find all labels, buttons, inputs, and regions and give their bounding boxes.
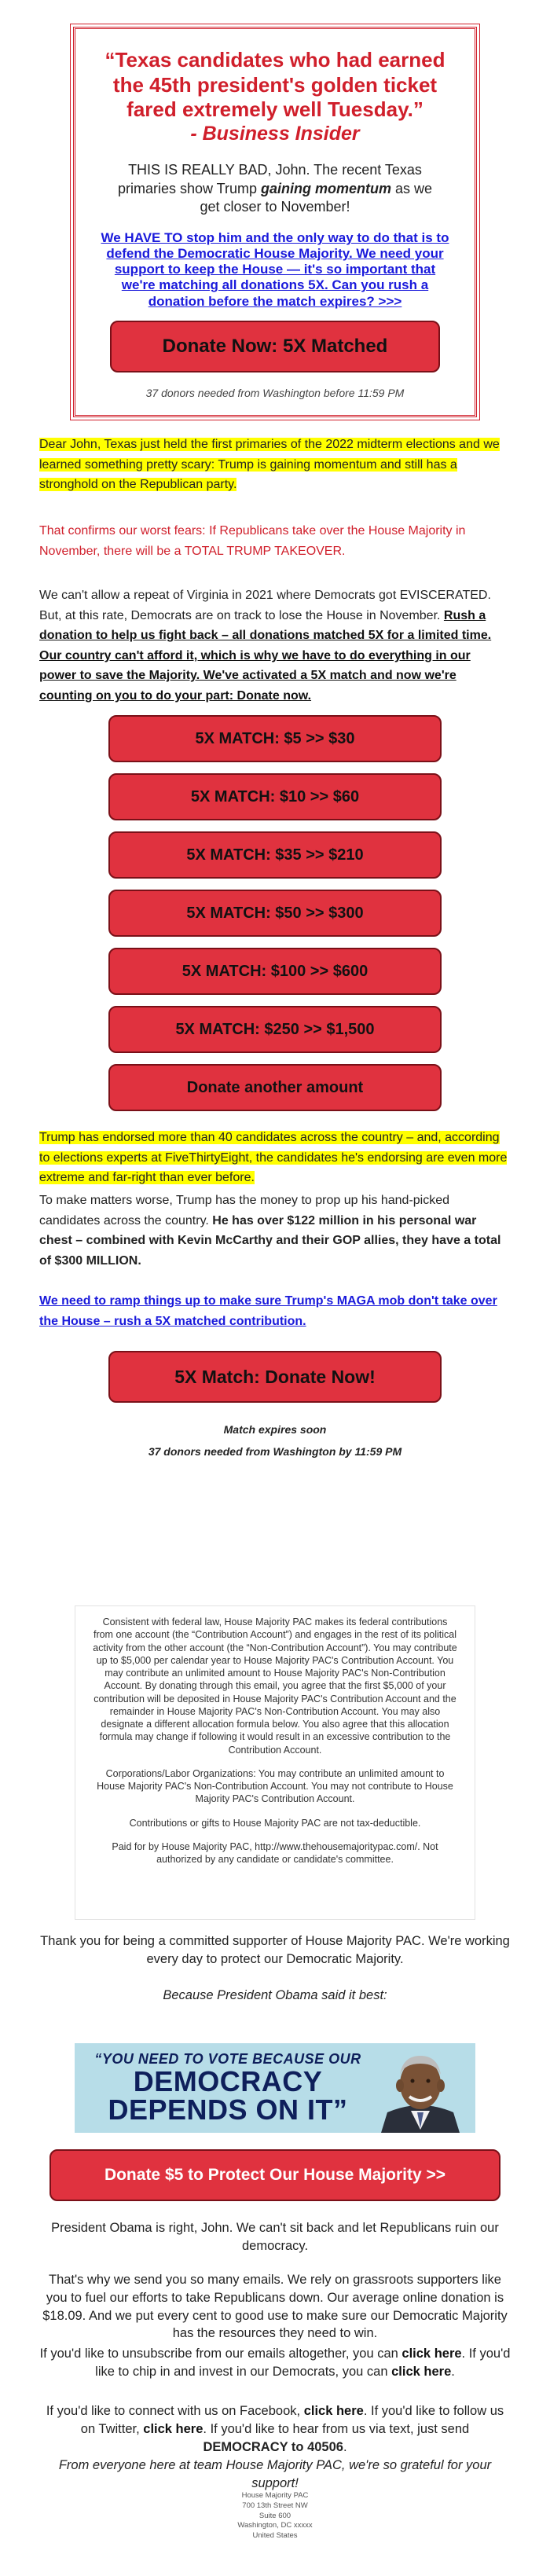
banner-big-text-2: DEPENDS ON IT” bbox=[108, 2093, 348, 2126]
footer-street: 700 13th Street NW bbox=[242, 2501, 308, 2510]
social-text-d: . bbox=[343, 2439, 347, 2454]
hero-quote: “Texas candidates who had earned the 45th president's golden ticket fared extremely well Tuesday.” bbox=[104, 48, 446, 122]
twitter-link[interactable]: click here bbox=[143, 2421, 204, 2436]
intro-paragraph-2: That confirms our worst fears: If Republicans take over the House Majority in November, there will be a TOTAL TRUMP TAKEOVER. bbox=[39, 524, 466, 558]
footer-org: House Majority PAC bbox=[241, 2491, 309, 2500]
obama-quote-banner bbox=[75, 2043, 475, 2133]
social-text-c: . If you'd like to hear from us via text, just send bbox=[203, 2421, 470, 2436]
intro-paragraph-1 bbox=[39, 435, 511, 495]
banner-text bbox=[90, 2051, 365, 2124]
hero-donate-link[interactable]: We HAVE TO stop him and the only way to do that is to defend the Democratic House Majority. We need your support to keep the House — it's so important that we're matching all donations 5X. Can you rush a donation before the match expires? >>> bbox=[101, 230, 449, 309]
match-250-button[interactable]: 5X MATCH: $250 >> $1,500 bbox=[108, 1006, 442, 1053]
endorse-highlight: Trump has endorsed more than 40 candidates across the country – and, according to elections experts at FiveThirtyEight, the candidates he's endorsing are even more extreme and far-right than ever before. bbox=[39, 1131, 508, 1185]
intro-highlight: Dear John, Texas just held the first primaries of the 2022 midterm elections and we learned something pretty scary: Trump is gaining momentum and still has a stronghold on the Republican party. bbox=[39, 438, 500, 492]
trump-endorse-paragraph bbox=[39, 1128, 511, 1188]
hero-donors-note: 37 donors needed from Washington before 11:59 PM bbox=[145, 387, 405, 399]
hero-body bbox=[107, 161, 443, 216]
intro-p3-text: We can't allow a repeat of Virginia in 2021 where Democrats got EVISCERATED. But, at this rate, Democrats are on track to lose the House in November. bbox=[39, 589, 491, 622]
text-code: DEMOCRACY to 40506 bbox=[203, 2439, 343, 2454]
unsub-text-a: If you'd like to unsubscribe from our emails altogether, you can bbox=[39, 2347, 402, 2361]
hero-source: - Business Insider bbox=[190, 123, 360, 145]
donate-other-amount-button[interactable]: Donate another amount bbox=[108, 1064, 442, 1111]
match-10-button[interactable]: 5X MATCH: $10 >> $60 bbox=[108, 773, 442, 820]
match-expires-note: Match expires soon bbox=[223, 1423, 327, 1436]
intro-paragraph-3 bbox=[39, 585, 511, 706]
hero-body-text-end: as we get closer to November! bbox=[200, 180, 433, 215]
footer-address bbox=[0, 2491, 550, 2541]
disclaimer-tax: Contributions or gifts to House Majority PAC are not tax-deductible. bbox=[129, 1817, 421, 1829]
social-paragraph bbox=[39, 2402, 511, 2456]
hero-body-text: THIS IS REALLY BAD, John. The recent Texas primaries show Trump bbox=[117, 162, 422, 196]
hero-box bbox=[73, 27, 477, 417]
emails-paragraph: That's why we send you so many emails. We rely on grassroots supporters like you to fuel our efforts to take Republicans down. Our average online donation is $18.09. And we put every cent to good use to make sure our Democratic Majority has the resources they need to win. bbox=[42, 2273, 508, 2341]
disclaimer-corporations: Corporations/Labor Organizations: You may contribute an unlimited amount to House Majority PAC's Non-Contribution Account. You may not contribute to House Majority PAC's Contribution Account. bbox=[97, 1767, 453, 1805]
banner-big-text-1: DEMOCRACY bbox=[133, 2065, 323, 2097]
obama-portrait-image bbox=[365, 2043, 475, 2133]
obama-intro: Because President Obama said it best: bbox=[163, 1988, 387, 2002]
signoff-paragraph: From everyone here at team House Majority PAC, we're so grateful for your support! bbox=[58, 2458, 492, 2490]
banner-small-text: “YOU NEED TO VOTE BECAUSE OUR bbox=[94, 2051, 361, 2067]
facebook-link[interactable]: click here bbox=[303, 2404, 364, 2418]
match-35-button[interactable]: 5X MATCH: $35 >> $210 bbox=[108, 831, 442, 879]
social-text-b: . If you'd like to follow us on Twitter, bbox=[80, 2404, 504, 2436]
unsub-text-b: . If you'd like to chip in and invest in our Democrats, you can bbox=[95, 2347, 511, 2379]
disclaimer-paid-for: Paid for by House Majority PAC, http://www.thehousemajoritypac.com/. Not authorized by any candidate or candidate's committee. bbox=[112, 1840, 438, 1865]
intro-donate-link[interactable]: Rush a donation to help us fight back – all donations matched 5X for a limited time. Our country can't afford it, which is why we have to do everything in our power to save the Majority. We've activated a 5X match and now we're counting on you to do your part: Donate now. bbox=[39, 608, 492, 703]
hero-body-emphasis: gaining momentum bbox=[261, 180, 392, 196]
donors-needed-note: 37 donors needed from Washington by 11:59 PM bbox=[148, 1445, 402, 1458]
war-chest-bold: He has over $122 million in his personal war chest – combined with Kevin McCarthy and their GOP allies, they have a total of $300 MILLION. bbox=[39, 1213, 501, 1268]
invest-link[interactable]: click here bbox=[391, 2364, 452, 2379]
footer-country: United States bbox=[252, 2531, 298, 2541]
donate-5-house-majority-button[interactable]: Donate $5 to Protect Our House Majority >> bbox=[50, 2149, 500, 2201]
war-chest-paragraph bbox=[39, 1191, 511, 1271]
unsub-text-c: . bbox=[451, 2364, 455, 2379]
disclaimer-contribution: Consistent with federal law, House Majority PAC makes its federal contributions from one account (the “Contribution Account”) and engages in the rest of its political activity from the other account (the “Non-Contribution Account”). You may contribute up to $5,000 per calendar year to House Majority PAC's Contribution Account. You may contribute an unlimited amount to House Majority PAC's Non-Contribution Account. By donating through this email, you agree that the first $5,000 of your contribution will be deposited in House Majority PAC's Contribution Account and the remainder in House Majority PAC's Non-Contribution Account. You may also designate a different allocation formula below. You also agree that this allocation formula may change if following it would result in an excessive contribution to the Contribution Account. bbox=[93, 1616, 457, 1756]
obama-right-paragraph: President Obama is right, John. We can't sit back and let Republicans ruin our democracy. bbox=[51, 2221, 499, 2253]
match-donate-now-button[interactable]: 5X Match: Donate Now! bbox=[108, 1351, 442, 1403]
ramp-up-link[interactable]: We need to ramp things up to make sure Trump's MAGA mob don't take over the House – rush a 5X matched contribution. bbox=[39, 1294, 497, 1328]
legal-disclaimer-box bbox=[75, 1605, 475, 1920]
match-50-button[interactable]: 5X MATCH: $50 >> $300 bbox=[108, 890, 442, 937]
unsubscribe-paragraph bbox=[39, 2345, 511, 2381]
match-5-button[interactable]: 5X MATCH: $5 >> $30 bbox=[108, 715, 442, 762]
social-text-a: If you'd like to connect with us on Facebook, bbox=[46, 2404, 304, 2418]
unsubscribe-link[interactable]: click here bbox=[402, 2347, 462, 2361]
war-chest-text: To make matters worse, Trump has the money to prop up his hand-picked candidates across the country. bbox=[39, 1194, 450, 1227]
donate-now-button[interactable]: Donate Now: 5X Matched bbox=[110, 321, 440, 372]
thanks-paragraph: Thank you for being a committed supporter of House Majority PAC. We're working every day to protect our Democratic Majority. bbox=[40, 1934, 510, 1966]
footer-suite: Suite 600 bbox=[258, 2511, 292, 2520]
footer-city: Washington, DC xxxxx bbox=[237, 2521, 313, 2530]
match-100-button[interactable]: 5X MATCH: $100 >> $600 bbox=[108, 948, 442, 995]
ramp-up-paragraph bbox=[39, 1291, 511, 1331]
